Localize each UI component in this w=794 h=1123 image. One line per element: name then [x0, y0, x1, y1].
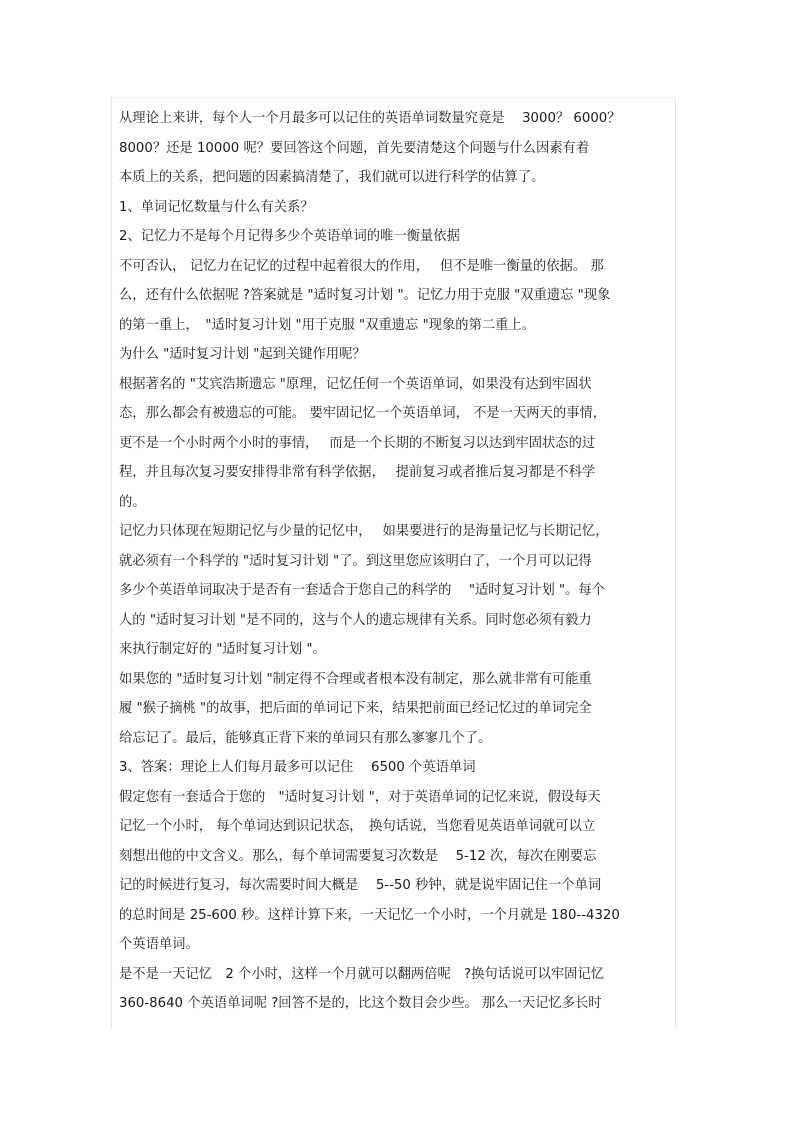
- text-line: 程，并且每次复习要安排得非常有科学依据， 提前复习或者推后复习都是不科学: [119, 465, 596, 480]
- text-line: 么，还有什么依据呢 ?答案就是 "适时复习计划 "。记忆力用于克服 "双重遗忘 "现象: [119, 288, 611, 303]
- text-line: 如果您的 "适时复习计划 "制定得不合理或者根本没有制定，那么就非常有可能重: [119, 671, 592, 687]
- text-line: 人的 "适时复习计划 "是不同的，这与个人的遗忘规律有关系。同时您必须有毅力: [119, 612, 592, 628]
- text-line: 不可否认， 记忆力在记忆的过程中起着很大的作用， 但不是唯一衡量的依据。 那: [119, 258, 604, 274]
- text-line: 记忆力只体现在短期记忆与少量的记忆中， 如果要进行的是海量记忆与长期记忆，: [119, 524, 609, 539]
- document-body: [119, 104, 679, 1019]
- text-line: 刻想出他的中文含义。那么，每个单词需要复习次数是 5-12 次，每次在刚要忘: [119, 848, 597, 864]
- text-line: 来执行制定好的 "适时复习计划 "。: [119, 642, 326, 657]
- section-heading-3: 3、答案：理论上人们每月最多可以记住 6500 个英语单词: [119, 760, 476, 775]
- text-line: 8000？还是 10000 呢？要回答这个问题，首先要清楚这个问题与什么因素有着: [119, 140, 590, 156]
- text-line: 从理论上来讲，每个人一个月最多可以记住的英语单词数量究竟是 3000？ 6000？: [119, 111, 621, 126]
- text-line: 假定您有一套适合于您的 "适时复习计划 "，对于英语单词的记忆来说，假设每天: [119, 789, 601, 805]
- text-line: 的总时间是 25-600 秒。这样计算下来，一天记忆一个小时，一个月就是 180--4320: [119, 907, 620, 923]
- text-line: 的。: [119, 494, 146, 510]
- text-line: 记忆一个小时， 每个单词达到识记状态， 换句话说，当您看见英语单词就可以立: [119, 819, 596, 834]
- text-line: 为什么 "适时复习计划 "起到关键作用呢？: [119, 347, 366, 362]
- text-line: 多少个英语单词取决于是否有一套适合于您自己的科学的 "适时复习计划 "。每个: [119, 583, 606, 598]
- text-line: 态，那么都会有被遗忘的可能。 要牢固记忆一个英语单词， 不是一天两天的事情，: [119, 406, 607, 421]
- text-line: 本质上的关系，把问题的因素搞清楚了，我们就可以进行科学的估算了。: [119, 170, 545, 185]
- text-line: 360-8640 个英语单词呢 ?回答不是的，比这个数目会少些。 那么一天记忆多长时: [119, 996, 602, 1011]
- text-line: 更不是一个小时两个小时的事情， 而是一个长期的不断复习以达到牢固状态的过: [119, 435, 596, 451]
- text-line: 是不是一天记忆 2 个小时，这样一个月就可以翻两倍呢 ?换句话说可以牢固记忆: [119, 966, 605, 982]
- text-line: 根据著名的 "艾宾浩斯遗忘 "原理，记忆任何一个英语单词，如果没有达到牢固状: [119, 376, 592, 392]
- text-line: 的第一重上， "适时复习计划 "用于克服 "双重遗忘 "现象的第二重上。: [119, 317, 536, 333]
- section-heading-1: 1、单词记忆数量与什么有关系？: [119, 199, 314, 215]
- section-heading-2: 2、记忆力不是每个月记得多少个英语单词的唯一衡量依据: [119, 229, 460, 244]
- text-line: 给忘记了。最后，能够真正背下来的单词只有那么寥寥几个了。: [119, 730, 492, 746]
- text-line: 记的时候进行复习，每次需要时间大概是 5--50 秒钟，就是说牢固记住一个单词: [119, 878, 602, 893]
- text-line: 个英语单词。: [119, 937, 199, 952]
- text-line: 就必须有一个科学的 "适时复习计划 "了。到这里您应该明白了，一个月可以记得: [119, 553, 592, 569]
- text-line: 履 "猴子摘桃 "的故事，把后面的单词记下来，结果把前面已经记忆过的单词完全: [119, 701, 592, 716]
